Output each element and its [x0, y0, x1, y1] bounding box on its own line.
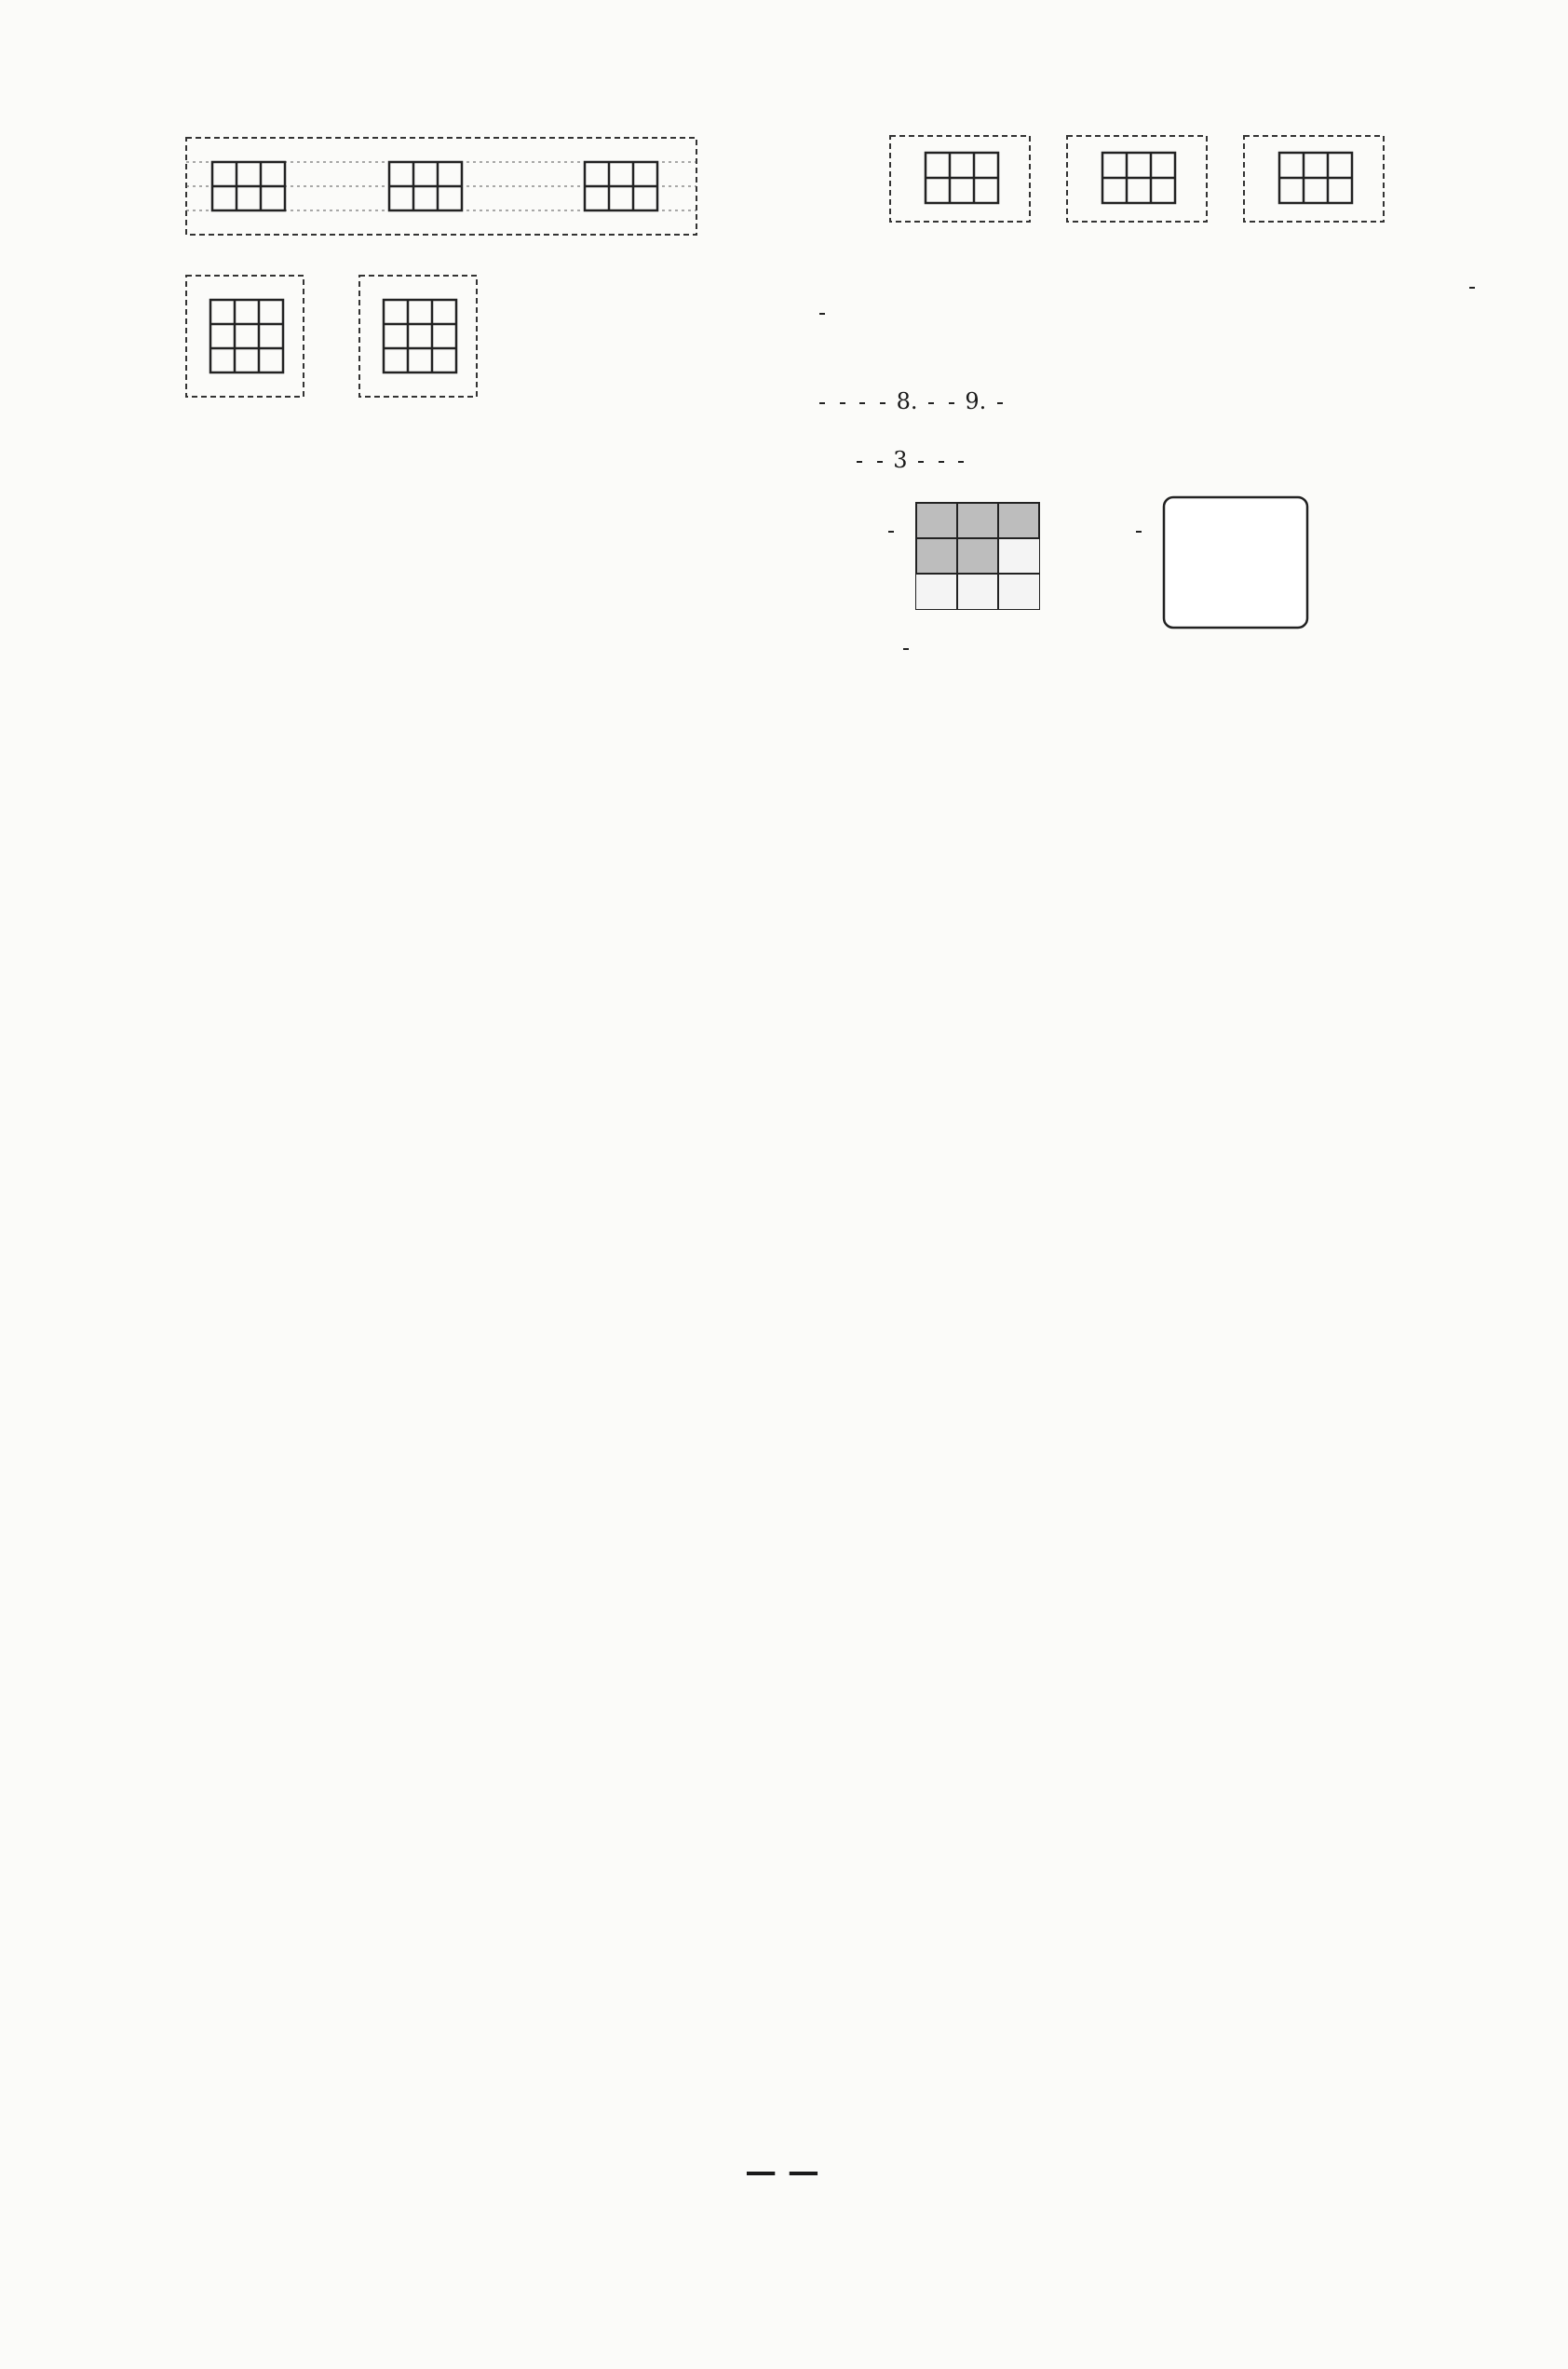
view-figure-1: [153, 130, 795, 270]
q6-answer: [816, 948, 1479, 993]
shaded-grid-figure: [914, 501, 1045, 613]
fraction: [939, 461, 944, 463]
unit4-q1-line2: [816, 343, 1479, 372]
fraction: [997, 402, 1003, 404]
q4-answers-2: [816, 805, 1479, 846]
fraction: [819, 313, 825, 315]
unit4-q1-line3: 8. 9.: [816, 372, 1479, 430]
q3-answers: [816, 723, 1479, 764]
fraction: [928, 402, 934, 404]
grid-views-2: [184, 274, 482, 404]
fraction: [1469, 287, 1475, 289]
fraction: [819, 402, 825, 404]
page-number: — —: [745, 2153, 819, 2190]
heading-midterm: [153, 486, 795, 516]
heading-unit-3: [153, 456, 795, 486]
fraction: [918, 461, 924, 463]
fraction: [840, 402, 845, 404]
fraction: [888, 531, 894, 533]
number-line-figure: [816, 846, 1479, 948]
fraction: [903, 648, 909, 650]
view-figure-2: [153, 270, 795, 456]
strawberry-figure: [1162, 495, 1311, 631]
right-column: [816, 130, 1479, 993]
fraction-figures: [816, 490, 1479, 723]
fraction: [859, 402, 865, 404]
unit4-q1-line1: [816, 281, 1479, 343]
fraction: [958, 461, 964, 463]
grid-views-1: [184, 136, 790, 240]
heading-unit-4: [816, 251, 1479, 281]
grid-views-right: [888, 134, 1447, 227]
unit4-q1-line4: 3: [816, 430, 1479, 490]
q4-answers: [816, 764, 1479, 805]
fraction: [857, 461, 862, 463]
number-line: [881, 849, 1477, 942]
pie-figures: [933, 626, 1268, 726]
fraction: [1136, 531, 1142, 533]
left-column: [153, 130, 795, 516]
fraction: [949, 402, 954, 404]
fraction: [877, 461, 883, 463]
view-figure-right: [816, 130, 1479, 251]
fraction: [880, 402, 885, 404]
